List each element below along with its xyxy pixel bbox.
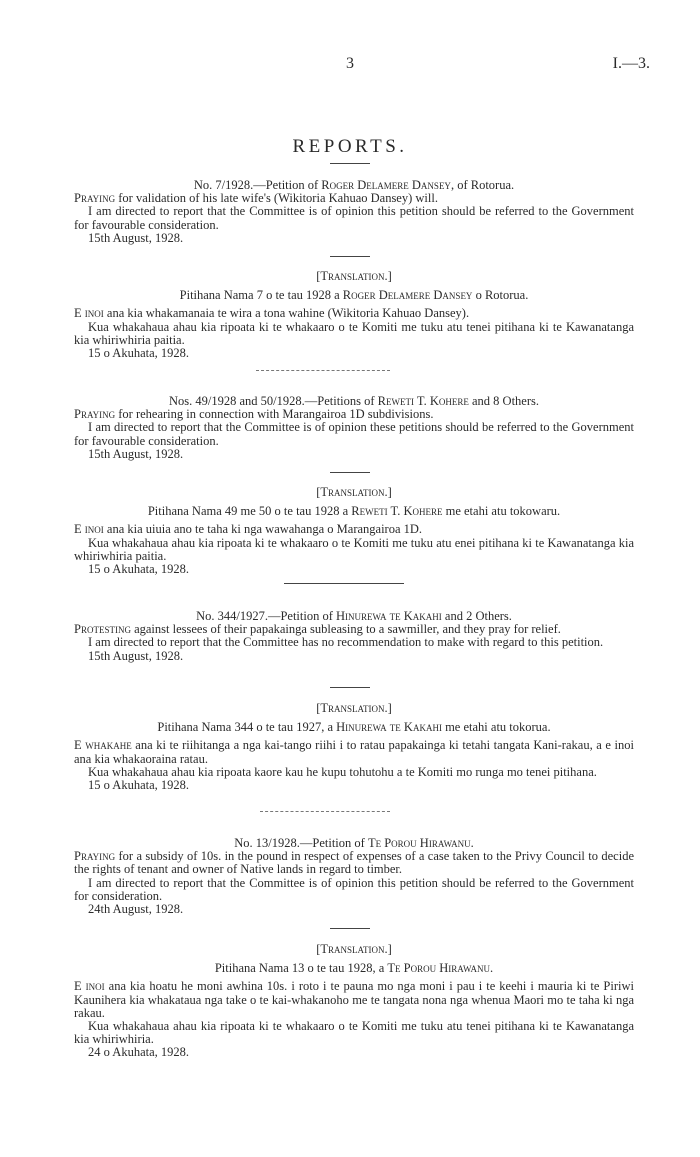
section-divider [260,811,390,812]
translation-heading: Pitihana Nama 7 o te tau 1928 a Roger Delamere Dansey o Rotorua. [179,288,529,303]
translation-date: 24 o Akuhata, 1928. [88,1045,190,1060]
petition-prayer: Praying for rehearing in connection with Marangairoa 1D subdivisions. [74,407,434,422]
translation-date: 15 o Akuhata, 1928. [88,562,190,577]
petition-heading: No. 344/1927.—Petition of Hinurewa te Kakahi and 2 Others. [196,609,512,623]
translation-prayer: E whakahe ana ki te riihitanga a nga kai-tango riihi i to ratau papakainga ki tetahi tangata Kani-rakau, a e inoi ana kia whakaoraina ratau. [74,738,634,766]
report-date: 15th August, 1928. [88,648,184,663]
section-rule [330,687,370,688]
petition-heading: No. 13/1928.—Petition of Te Porou Hirawanu. [234,836,474,850]
petition-section-3 [74,610,634,663]
section-rule [330,472,370,473]
translation-report: Kua whakahaua ahau kia ripoata ki te whakaaro o te Komiti me tuku atu tenei pitihana ki te Kawanatanga kia whiriwhiria. [74,1019,634,1047]
page-reference: I.—3. [612,55,650,72]
translation-report: Kua whakahaua ahau kia ripoata ki te whakaaro o te Komiti me tuku atu tenei pitihana ki te Kawanatanga kia whiriwhiria paitia. [74,319,634,347]
section-rule [330,928,370,929]
petition-prayer: Praying for validation of his late wife's (Wikitoria Kahuao Dansey) will. [74,191,438,206]
committee-report: I am directed to report that the Committee is of opinion this petition should be referred to the Government for consideration. [74,875,634,903]
translation-prayer: E inoi ana kia hoatu he moni awhina 10s. i roto i te pauna mo nga moni i pau i te keehi i mauria ki te Piriwi Kaunihera kia whakataua nga take o te kai-whakanoho me te tangata nona nga whenua Maori mo te taha ki nga rakau. [74,979,634,1020]
title-rule [330,163,370,164]
committee-report: I am directed to report that the Committee is of opinion these petitions should be referred to the Government for favourable consideration. [74,420,634,448]
petition-prayer: Protesting against lessees of their papakainga subleasing to a sawmiller, and they pray for relief. [74,622,561,637]
translation-section-2 [74,486,634,576]
translation-date: 15 o Akuhata, 1928. [88,778,190,793]
translation-label: [Translation.] [316,942,392,956]
translation-prayer: E inoi ana kia uiuia ano te taha ki nga wawahanga o Marangairoa 1D. [74,522,423,537]
translation-section-3 [74,702,634,792]
petition-section-4 [74,837,634,916]
translation-heading: Pitihana Nama 13 o te tau 1928, a Te Porou Hirawanu. [214,961,494,976]
translation-section-1 [74,270,634,360]
translation-label: [Translation.] [316,701,392,715]
committee-report: I am directed to report that the Committee has no recommendation to make with regard to this petition. [88,635,604,650]
translation-prayer: E inoi ana kia whakamanaia te wira a tona wahine (Wikitoria Kahuao Dansey). [74,306,470,321]
translation-date: 15 o Akuhata, 1928. [88,346,190,361]
section-divider [284,583,404,584]
report-date: 24th August, 1928. [88,902,184,917]
petition-heading: Nos. 49/1928 and 50/1928.—Petitions of Reweti T. Kohere and 8 Others. [168,394,539,408]
translation-report: Kua whakahaua ahau kia ripoata ki te whakaaro o te Komiti me tuku atu enei pitihana ki te Kawanatanga kia whiriwhiria paitia. [74,535,634,563]
report-date: 15th August, 1928. [88,446,184,461]
petition-prayer: Praying for a subsidy of 10s. in the pound in respect of expenses of a case taken to the Privy Council to decide the rights of tenant and owner of Native lands in regard to timber. [74,849,634,877]
section-rule [330,256,370,257]
page-title: REPORTS. [292,136,408,157]
page-number: 3 [346,55,354,72]
petition-heading: No. 7/1928.—Petition of Roger Delamere Dansey, of Rotorua. [193,178,515,192]
petition-section-1 [74,179,634,245]
committee-report: I am directed to report that the Committee is of opinion this petition should be referred to the Government for favourable consideration. [74,204,634,232]
translation-report: Kua whakahaua ahau kia ripoata kaore kau he kupu tohutohu a te Komiti mo runga mo tenei pitihana. [88,764,597,779]
translation-section-4 [74,943,634,1060]
translation-label: [Translation.] [316,269,392,283]
petition-section-2 [74,395,634,461]
section-divider [256,370,390,371]
report-date: 15th August, 1928. [88,230,184,245]
translation-heading: Pitihana Nama 49 me 50 o te tau 1928 a Reweti T. Kohere me etahi atu tokowaru. [147,504,561,519]
translation-heading: Pitihana Nama 344 o te tau 1927, a Hinurewa te Kakahi me etahi atu tokorua. [157,720,551,735]
translation-label: [Translation.] [316,485,392,499]
